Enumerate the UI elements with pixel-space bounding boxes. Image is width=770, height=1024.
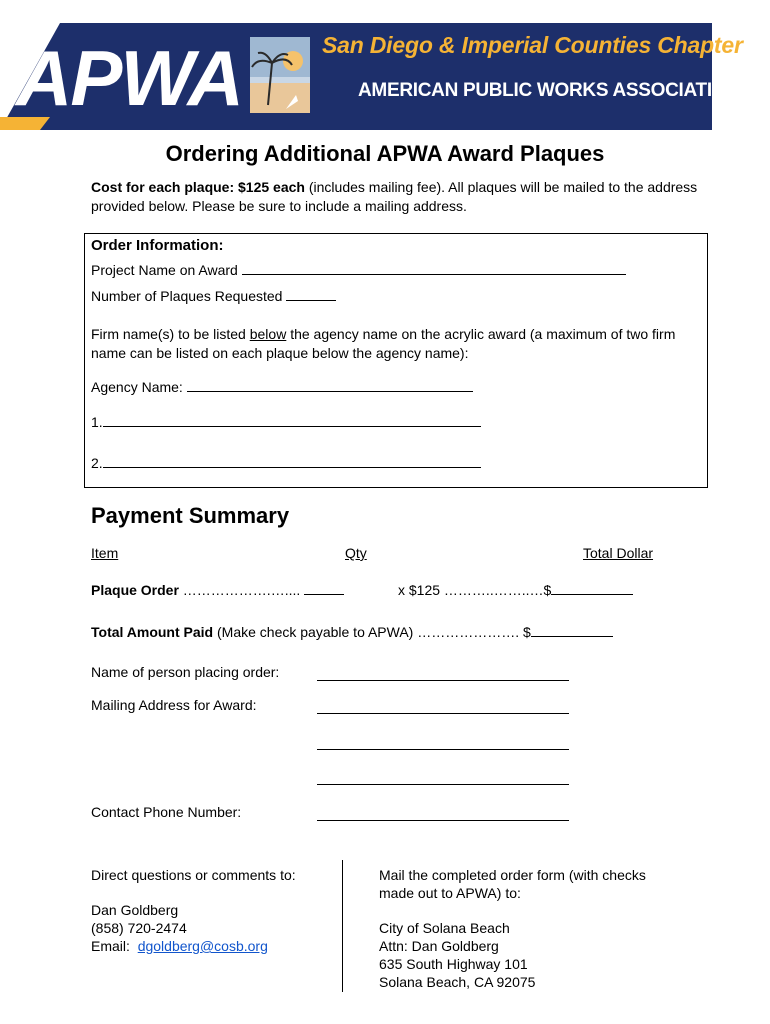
- agency-name-field[interactable]: [187, 377, 473, 392]
- contact-name: Dan Goldberg: [91, 902, 179, 918]
- apwa-logo-text: [14, 37, 264, 115]
- total-paid-row: Total Amount Paid (Make check payable to APWA) …………………. $: [91, 622, 613, 640]
- mailing-field-3[interactable]: [317, 770, 569, 785]
- mail-street: 635 South Highway 101: [379, 956, 528, 972]
- firm-1-row: 1.: [91, 412, 481, 430]
- firm-2-row: 2.: [91, 453, 481, 471]
- phone-label: Contact Phone Number:: [91, 804, 242, 820]
- plaque-total-field[interactable]: [551, 580, 633, 595]
- num-plaques-row: [91, 286, 336, 304]
- order-info-heading: Order Information:: [91, 237, 224, 254]
- apwa-header-banner: [0, 23, 743, 130]
- cost-text: Cost for each plaque: $125 each: [91, 179, 305, 195]
- col-qty: Qty: [345, 545, 367, 561]
- agency-name-row: [91, 377, 473, 395]
- mailing-label: Mailing Address for Award:: [91, 697, 257, 713]
- plaque-order-label: Plaque Order: [91, 582, 179, 598]
- total-paid-field[interactable]: [531, 622, 613, 637]
- firm-2-field[interactable]: [103, 453, 481, 468]
- mail-attn: Attn: Dan Goldberg: [379, 938, 499, 954]
- person-field[interactable]: [317, 666, 569, 681]
- page-title: Ordering Additional APWA Award Plaques: [165, 141, 605, 166]
- project-name-label: Project Name on Award: [91, 262, 238, 278]
- project-name-field[interactable]: [242, 260, 626, 275]
- mailing-note: (includes mailing fee). All plaques will be mailed to the address provided below. Please be sure to include a mailing address.: [91, 179, 698, 214]
- column-divider: [342, 860, 343, 992]
- plaque-order-row: Plaque Order ……………….…....: [91, 580, 344, 598]
- person-label: Name of person placing order:: [91, 664, 280, 680]
- project-name-row: [91, 260, 626, 278]
- contact-phone: (858) 720-2474: [91, 920, 187, 936]
- direct-questions: Direct questions or comments to:: [91, 867, 296, 883]
- chapter-name: San Diego & Imperial Counties Chapter: [322, 32, 743, 58]
- num-plaques-field[interactable]: [286, 286, 336, 301]
- order-information-box: [84, 233, 708, 488]
- phone-field[interactable]: [317, 806, 569, 821]
- mail-org: City of Solana Beach: [379, 920, 510, 936]
- num-plaques-label: Number of Plaques Requested: [91, 288, 283, 304]
- email-link[interactable]: dgoldberg@cosb.org: [137, 938, 268, 954]
- total-paid-label: Total Amount Paid: [91, 624, 214, 640]
- mailing-field-1[interactable]: [317, 699, 569, 714]
- contact-email-row: Email: dgoldberg@cosb.org: [91, 938, 268, 954]
- firm-1-field[interactable]: [103, 412, 481, 427]
- price-row: x $125 ………..……..…$: [398, 580, 633, 598]
- svg-text:APWA: APWA: [16, 37, 242, 115]
- mailing-field-2[interactable]: [317, 735, 569, 750]
- mail-instructions: Mail the completed order form (with checks made out to APWA) to:: [379, 867, 646, 901]
- qty-field[interactable]: [304, 580, 344, 595]
- payment-summary-heading: Payment Summary: [91, 503, 290, 528]
- col-item: Item: [91, 545, 119, 561]
- firm-instructions: Firm name(s) to be listed below the agency name on the acrylic award (a maximum of two firm name can be listed on each plaque below the agency name):: [91, 326, 676, 361]
- intro-text: [91, 178, 711, 216]
- mail-city: Solana Beach, CA 92075: [379, 974, 536, 990]
- col-total-dollar: Total Dollar: [583, 545, 654, 561]
- agency-name-label: Agency Name:: [91, 379, 183, 395]
- association-name: AMERICAN PUBLIC WORKS ASSOCIATION: [358, 80, 740, 101]
